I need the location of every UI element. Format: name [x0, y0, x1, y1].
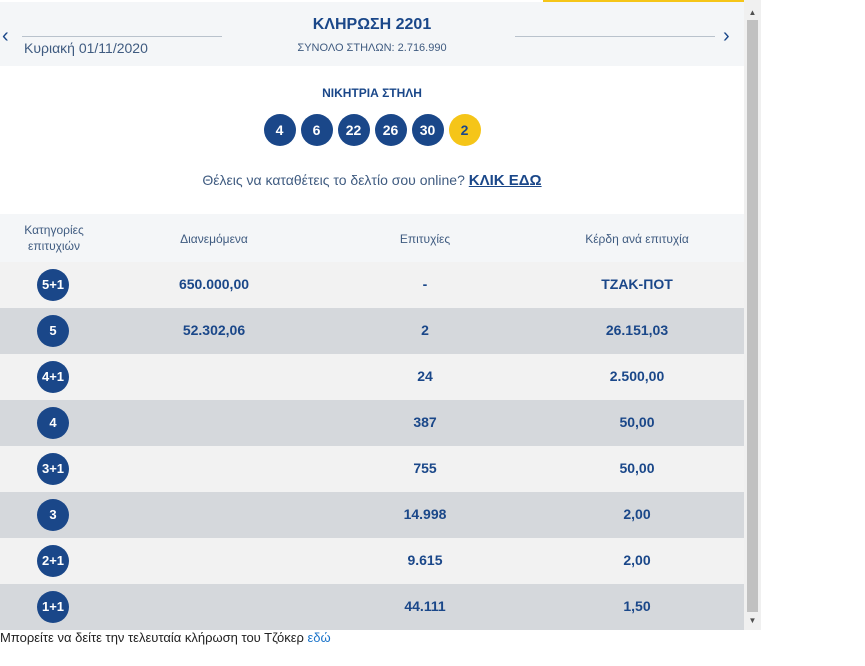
table-row: [0, 308, 744, 354]
chevron-left-icon[interactable]: ‹: [2, 25, 9, 47]
number-ball: 30: [412, 114, 444, 146]
joker-ball: 2: [449, 114, 481, 146]
number-ball: 6: [301, 114, 333, 146]
winners-cell: 9.615: [407, 552, 443, 568]
online-prompt-text: Θέλεις να καταθέτεις το δελτίο σου online?: [202, 172, 465, 188]
distributed-cell: 650.000,00: [178, 276, 250, 292]
online-prompt: [0, 172, 744, 189]
draw-header: [0, 2, 744, 66]
prize-cell: 50,00: [619, 414, 655, 430]
prize-cell: 26.151,03: [605, 322, 669, 338]
category-badge: 5+1: [37, 269, 69, 301]
table-header: [0, 214, 744, 262]
number-ball: 26: [375, 114, 407, 146]
header-distributed: Διανεμόμενα: [180, 232, 248, 246]
table-row: [0, 446, 744, 492]
table-row: [0, 354, 744, 400]
distributed-cell: 52.302,06: [182, 322, 246, 338]
prize-cell: 2.500,00: [609, 368, 665, 384]
footer-link[interactable]: εδώ: [307, 630, 331, 645]
header-divider-left: [22, 36, 222, 37]
winning-numbers: [0, 114, 744, 146]
draw-date: Κυριακή 01/11/2020: [24, 40, 148, 56]
number-ball: 22: [338, 114, 370, 146]
table-row: [0, 262, 744, 308]
prize-cell: 50,00: [619, 460, 655, 476]
category-badge: 4: [37, 407, 69, 439]
vertical-scrollbar[interactable]: [744, 0, 761, 630]
prize-cell: 2,00: [623, 506, 651, 522]
category-badge: 5: [37, 315, 69, 347]
winners-cell: 387: [413, 414, 437, 430]
results-table: [0, 262, 744, 630]
table-row: [0, 400, 744, 446]
prize-cell: 2,00: [623, 552, 651, 568]
category-badge: 4+1: [37, 361, 69, 393]
header-category: Κατηγορίες επιτυχιών: [24, 223, 84, 253]
winners-cell: 755: [413, 460, 437, 476]
winning-column-title: ΝΙΚΗΤΡΙΑ ΣΤΗΛΗ: [322, 86, 422, 100]
total-columns: ΣΥΝΟΛΟ ΣΤΗΛΩΝ: 2.716.990: [297, 42, 447, 54]
winners-cell: 24: [417, 368, 433, 384]
table-row: [0, 538, 744, 584]
footer-text: Μπορείτε να δείτε την τελευταία κλήρωση του Τζόκερ: [0, 630, 304, 645]
category-badge: 3+1: [37, 453, 69, 485]
category-badge: 3: [37, 499, 69, 531]
scrollbar-thumb[interactable]: [747, 20, 758, 612]
table-row: [0, 584, 744, 630]
prize-cell: ΤΖΑΚ-ΠΟΤ: [601, 276, 673, 292]
table-row: [0, 492, 744, 538]
prize-cell: 1,50: [623, 598, 651, 614]
header-winners: Επιτυχίες: [399, 232, 451, 246]
category-badge: 2+1: [37, 545, 69, 577]
winners-cell: -: [422, 276, 428, 292]
header-prize: Κέρδη ανά επιτυχία: [585, 232, 689, 246]
winners-cell: 44.111: [404, 598, 446, 614]
scroll-up-icon[interactable]: ▲: [748, 8, 757, 17]
draw-title: ΚΛΗΡΩΣΗ 2201: [312, 16, 432, 33]
header-divider-right: [515, 36, 715, 37]
chevron-right-icon[interactable]: ›: [723, 25, 730, 47]
category-badge: 1+1: [37, 591, 69, 623]
winners-cell: 14.998: [403, 506, 447, 522]
footer-note: [0, 630, 331, 645]
scroll-down-icon[interactable]: ▼: [748, 616, 757, 625]
click-here-link[interactable]: ΚΛΙΚ ΕΔΩ: [468, 172, 542, 189]
winners-cell: 2: [421, 322, 429, 338]
number-ball: 4: [264, 114, 296, 146]
